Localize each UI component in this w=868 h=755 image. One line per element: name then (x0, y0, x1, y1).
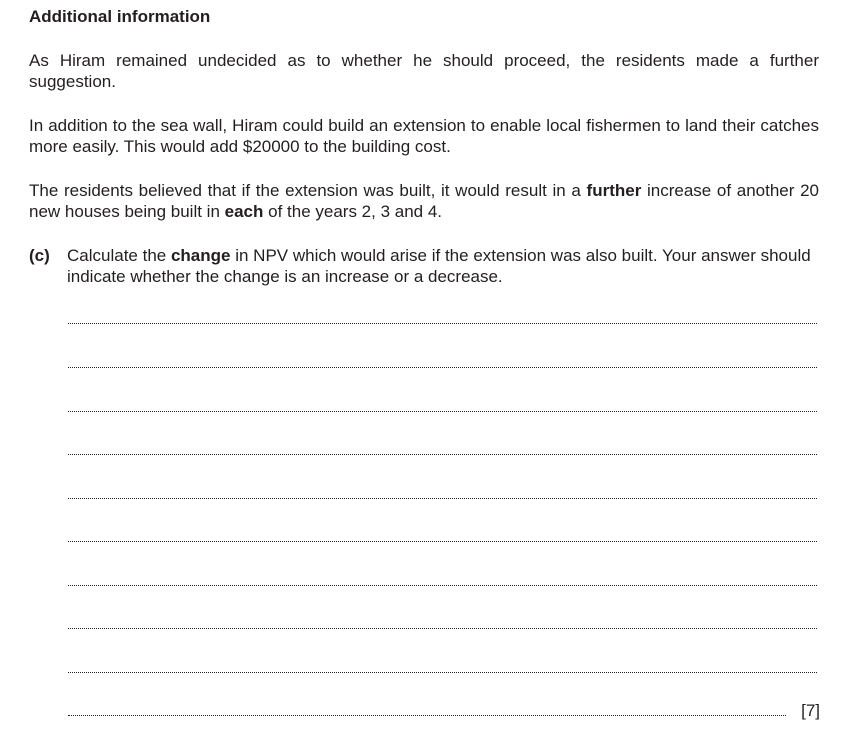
answer-line[interactable] (68, 628, 817, 629)
marks-label: [7] (801, 701, 820, 720)
answer-line[interactable] (68, 715, 786, 716)
question-text-c: in NPV which would arise if the extension was also built. Your answer should indicate whether the change is an increase or a decrease. (67, 246, 811, 286)
section-heading: Additional information (29, 7, 211, 26)
answer-line[interactable] (68, 498, 817, 499)
paragraph-3-emphasis-each: each (224, 202, 264, 221)
paragraph-2: In addition to the sea wall, Hiram could build an extension to enable local fishermen to land their catches more easily. This would add $20000 to the building cost. (29, 116, 819, 156)
answer-line[interactable] (68, 454, 817, 455)
answer-line[interactable] (68, 367, 817, 368)
answer-line[interactable] (68, 672, 817, 673)
answer-line[interactable] (68, 585, 817, 586)
question-emphasis-change: change (170, 246, 231, 265)
paragraph-3-text-e: of the years 2, 3 and 4. (263, 202, 443, 221)
paragraph-3 (29, 180, 819, 222)
paragraph-3-text-a: The residents believed that if the extension was built, it would result in a (29, 181, 587, 200)
question-text-a: Calculate the (67, 246, 171, 265)
question-label: (c) (29, 246, 50, 265)
paragraph-1: As Hiram remained undecided as to whether he should proceed, the residents made a further suggestion. (29, 51, 819, 91)
answer-line[interactable] (68, 541, 817, 542)
answer-line[interactable] (68, 411, 817, 412)
answer-line[interactable] (68, 323, 817, 324)
paragraph-3-emphasis-further: further (586, 181, 642, 200)
paragraph-3-text-c: increase of another 20 new houses being built in (29, 181, 819, 221)
question-text (67, 245, 819, 287)
